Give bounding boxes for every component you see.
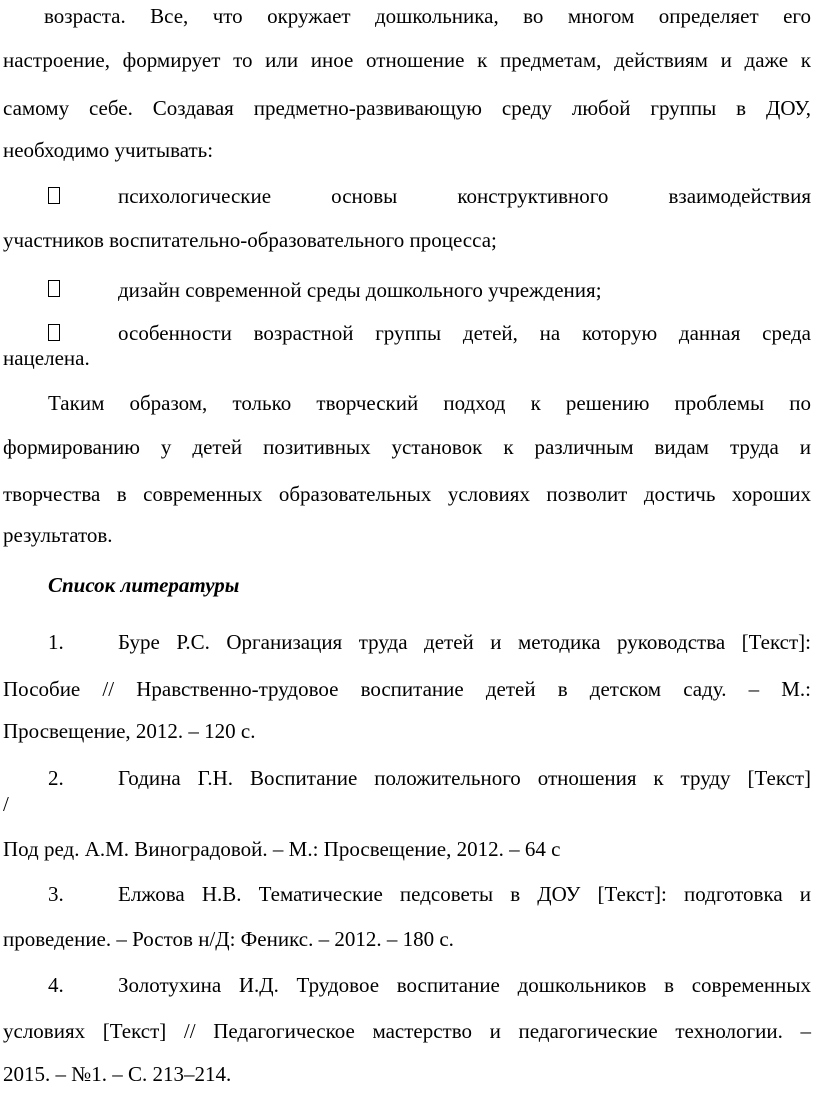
reference-2-line-1: Година Г.Н. Воспитание положительного отношения к труду [Текст] (118, 766, 811, 790)
reference-3-line-2: проведение. – Ростов н/Д: Феникс. – 2012. – 180 с. (3, 927, 454, 951)
reference-2-number: 2. (48, 766, 64, 790)
reference-4-line-3: 2015. – №1. – С. 213–214. (3, 1062, 232, 1086)
reference-3-number: 3. (48, 882, 64, 906)
bullet-3-line-2: нацелена. (3, 346, 90, 370)
references-heading: Список литературы (48, 573, 240, 597)
conclusion-line-4: результатов. (3, 523, 113, 547)
intro-line-1: возраста. Все, что окружает дошкольника, во многом определяет его (44, 4, 811, 28)
reference-4-line-2: условиях [Текст] // Педагогическое мастерство и педагогические технологии. – (3, 1019, 811, 1043)
intro-line-3: самому себе. Создавая предметно-развивающую среду любой группы в ДОУ, (3, 96, 811, 120)
reference-2-line-3: Под ред. А.М. Виноградовой. – М.: Просвещение, 2012. – 64 с (3, 837, 561, 861)
reference-3-line-1: Елжова Н.В. Тематические педсоветы в ДОУ [Текст]: подготовка и (118, 882, 811, 906)
reference-1-number: 1. (48, 630, 64, 654)
bullet-square-icon (48, 280, 60, 297)
reference-1-line-3: Просвещение, 2012. – 120 с. (3, 719, 256, 743)
bullet-square-icon (48, 324, 60, 341)
reference-1-line-1: Буре Р.С. Организация труда детей и методика руководства [Текст]: (118, 630, 811, 654)
conclusion-line-1: Таким образом, только творческий подход к решению проблемы по (48, 391, 811, 415)
bullet-1-line-2: участников воспитательно-образовательного процесса; (3, 228, 497, 252)
intro-line-2: настроение, формирует то или иное отношение к предметам, действиям и даже к (3, 48, 811, 72)
bullet-square-icon (48, 187, 60, 204)
reference-4-number: 4. (48, 973, 64, 997)
reference-1-line-2: Пособие // Нравственно-трудовое воспитание детей в детском саду. – М.: (3, 677, 811, 701)
reference-2-line-2: / (3, 792, 9, 816)
bullet-1-line-1: психологические основы конструктивного взаимодействия (118, 184, 811, 208)
bullet-3-line-1: особенности возрастной группы детей, на которую данная среда (118, 321, 811, 345)
conclusion-line-2: формированию у детей позитивных установок к различным видам труда и (3, 435, 811, 459)
reference-4-line-1: Золотухина И.Д. Трудовое воспитание дошкольников в современных (118, 973, 811, 997)
conclusion-line-3: творчества в современных образовательных условиях позволит достичь хороших (3, 482, 811, 506)
intro-line-4: необходимо учитывать: (3, 138, 214, 162)
bullet-2-line-1: дизайн современной среды дошкольного учреждения; (118, 278, 602, 302)
